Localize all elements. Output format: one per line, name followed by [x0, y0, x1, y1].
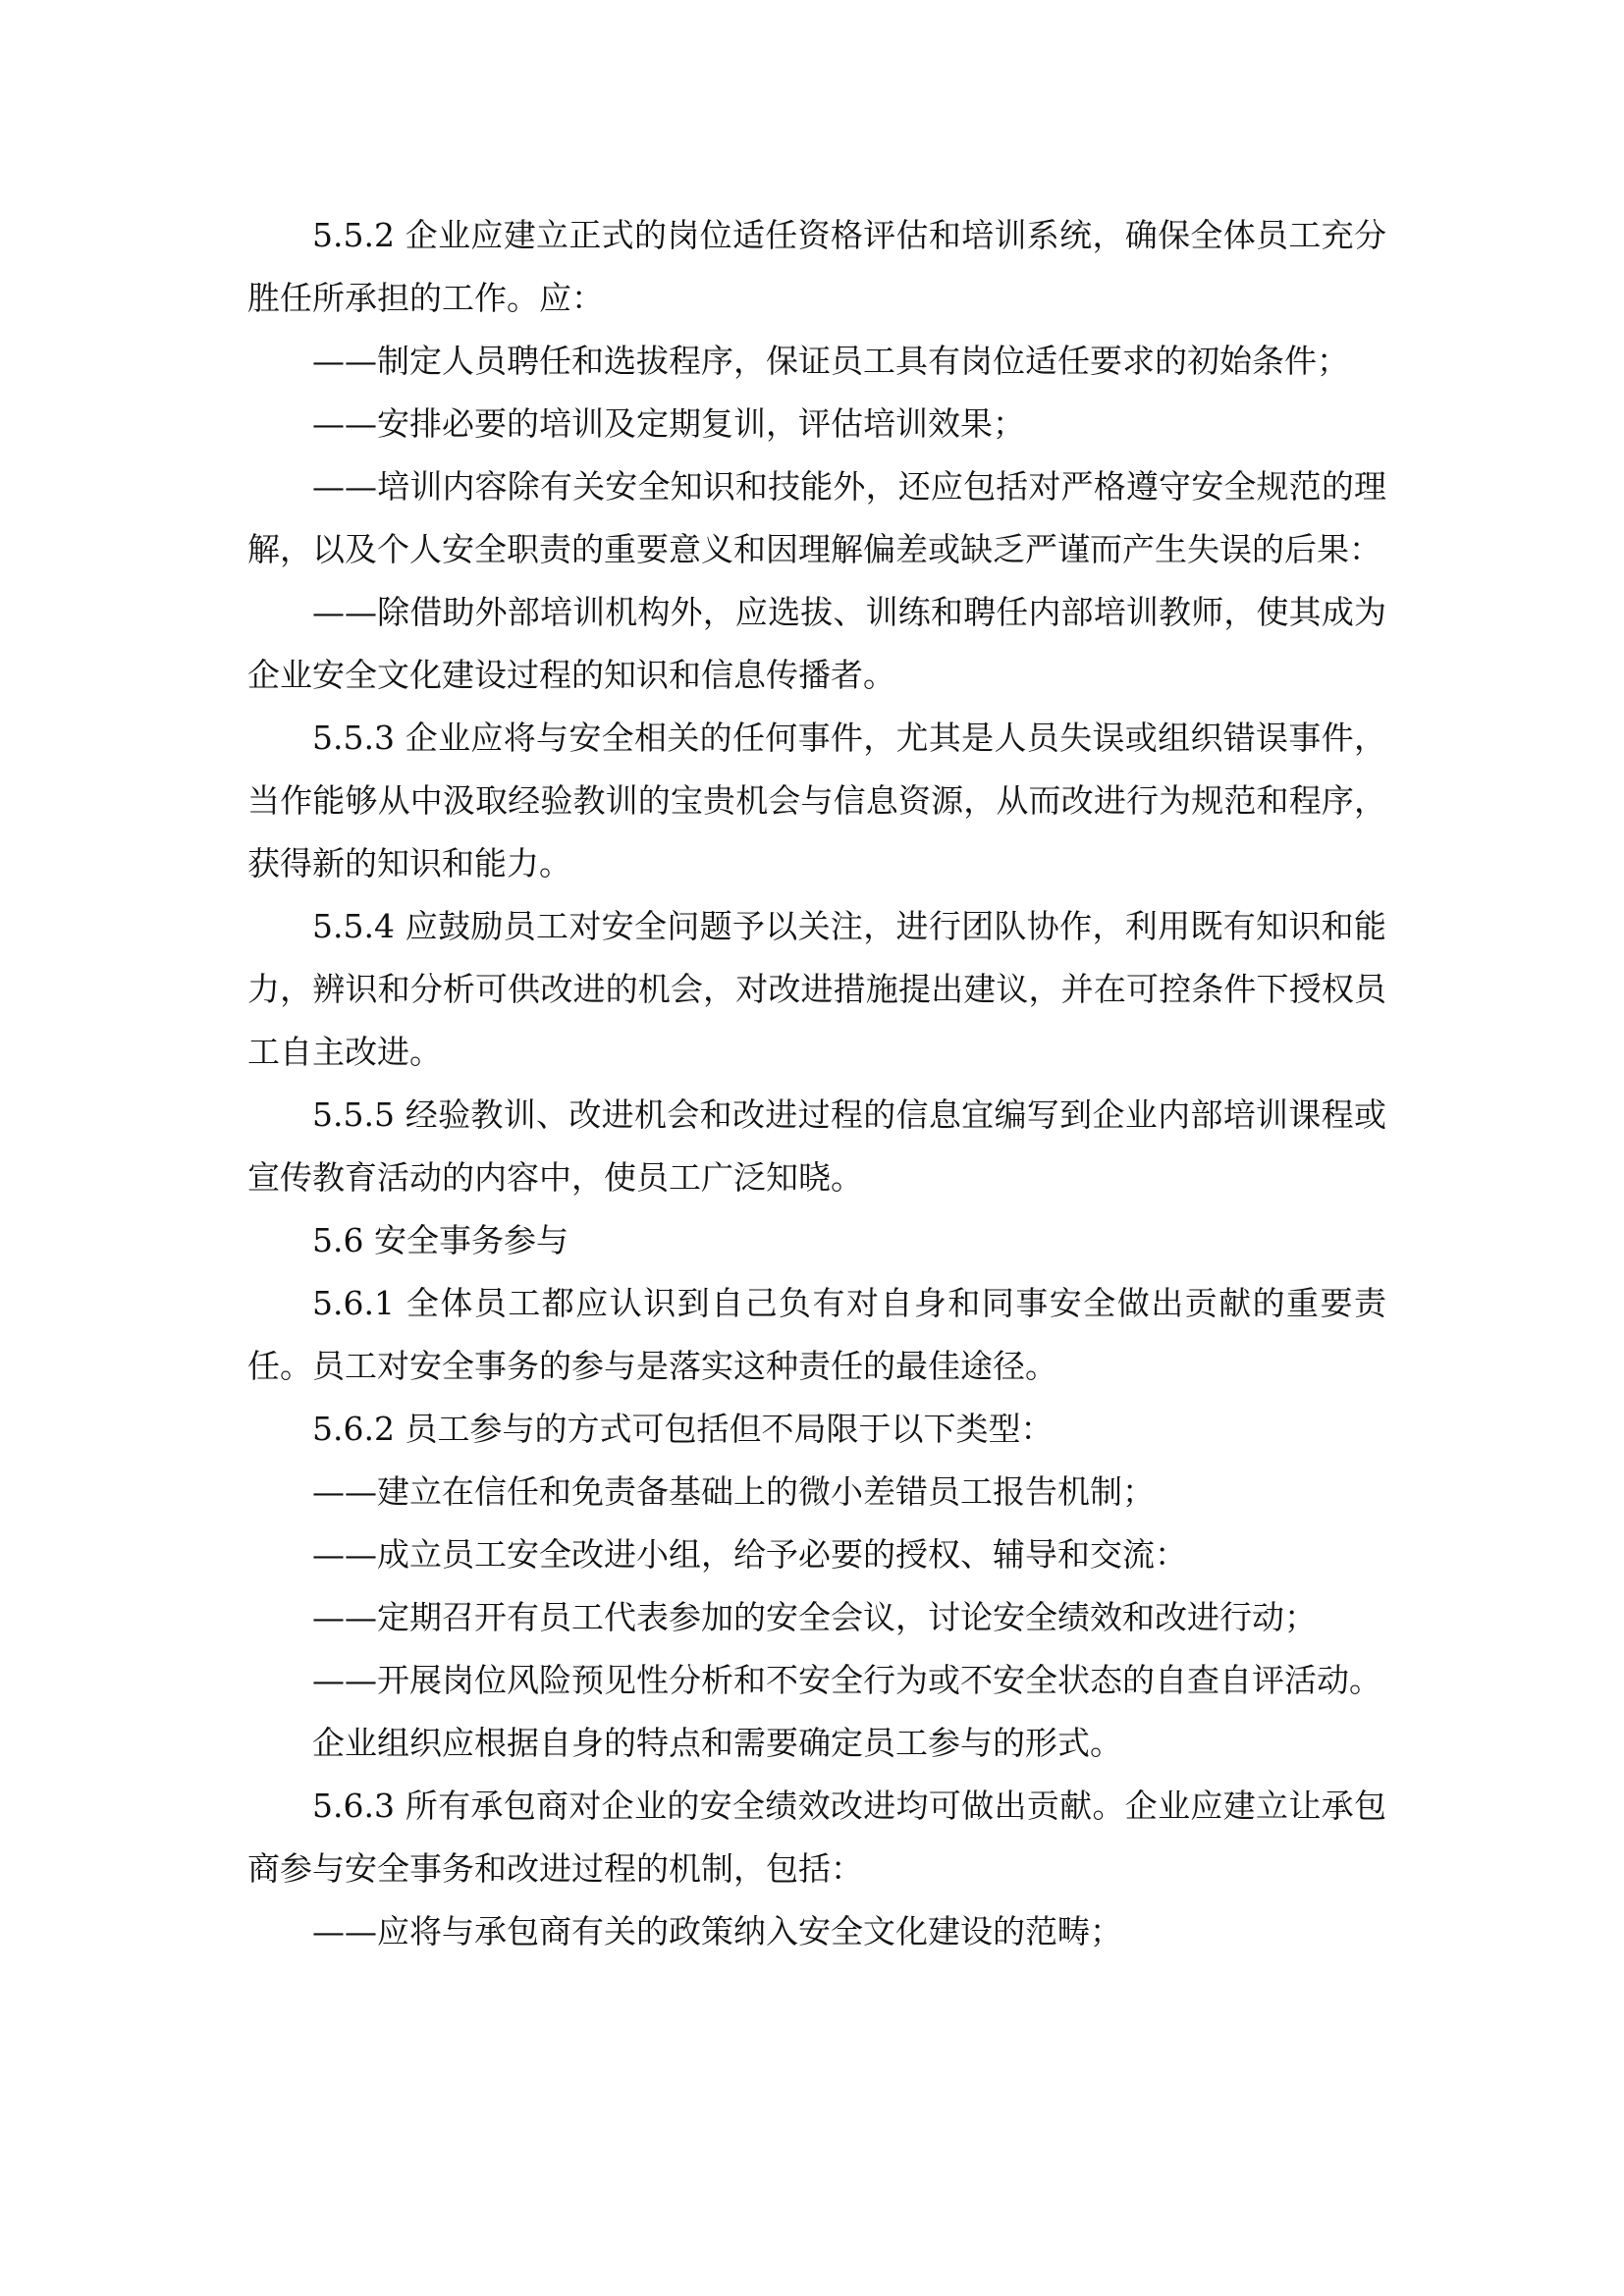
- paragraph-5-6-1: 5.6.1 全体员工都应认识到自己负有对自身和同事安全做出贡献的重要责任。员工对安全事务的参与是落实这种责任的最佳途径。: [247, 1284, 1386, 1385]
- document-body: [247, 204, 1386, 1963]
- list-item-improvement-team: ——成立员工安全改进小组，给予必要的授权、辅导和交流：: [312, 1535, 1187, 1574]
- list-item-risk-analysis: ——开展岗位风险预见性分析和不安全行为或不安全状态的自查自评活动。: [312, 1661, 1381, 1699]
- list-item-recruitment: ——制定人员聘任和选拔程序，保证员工具有岗位适任要求的初始条件；: [312, 342, 1349, 380]
- list-item-training-content: ——培训内容除有关安全知识和技能外，还应包括对严格遵守安全规范的理解，以及个人安全职责的重要意义和因理解偏差或缺乏严谨而产生失误的后果：: [247, 467, 1386, 568]
- paragraph-5-5-5: 5.5.5 经验教训、改进机会和改进过程的信息宜编写到企业内部培训课程或宣传教育活动的内容中，使员工广泛知晓。: [247, 1095, 1386, 1197]
- paragraph-5-6-3: 5.6.3 所有承包商对企业的安全绩效改进均可做出贡献。企业应建立让承包商参与安全事务和改进过程的机制，包括：: [247, 1787, 1386, 1888]
- list-item-internal-trainers: ——除借助外部培训机构外，应选拔、训练和聘任内部培训教师，使其成为企业安全文化建设过程的知识和信息传播者。: [247, 593, 1386, 694]
- list-item-contractor-policy: ——应将与承包商有关的政策纳入安全文化建设的范畴；: [312, 1912, 1122, 1950]
- paragraph-5-6-2: 5.6.2 员工参与的方式可包括但不局限于以下类型：: [312, 1410, 1054, 1448]
- list-item-training: ——安排必要的培训及定期复训，评估培训效果；: [312, 404, 1025, 443]
- paragraph-5-5-3: 5.5.3 企业应将与安全相关的任何事件，尤其是人员失误或组织错误事件，当作能够从中汲取经验教训的宝贵机会与信息资源，从而改进行为规范和程序，获得新的知识和能力。: [247, 719, 1386, 882]
- paragraph-5-5-2: 5.5.2 企业应建立正式的岗位适任资格评估和培训系统，确保全体员工充分胜任所承担的工作。应：: [247, 216, 1386, 317]
- section-heading-5-6: 5.6 安全事务参与: [312, 1221, 568, 1259]
- paragraph-5-5-4: 5.5.4 应鼓励员工对安全问题予以关注，进行团队协作，利用既有知识和能力，辨识和分析可供改进的机会，对改进措施提出建议，并在可控条件下授权员工自主改进。: [247, 907, 1386, 1071]
- paragraph-participation-form: 企业组织应根据自身的特点和需要确定员工参与的形式。: [312, 1724, 1122, 1762]
- list-item-error-reporting: ——建立在信任和免责备基础上的微小差错员工报告机制；: [312, 1472, 1155, 1511]
- list-item-safety-meetings: ——定期召开有员工代表参加的安全会议，讨论安全绩效和改进行动；: [312, 1598, 1317, 1636]
